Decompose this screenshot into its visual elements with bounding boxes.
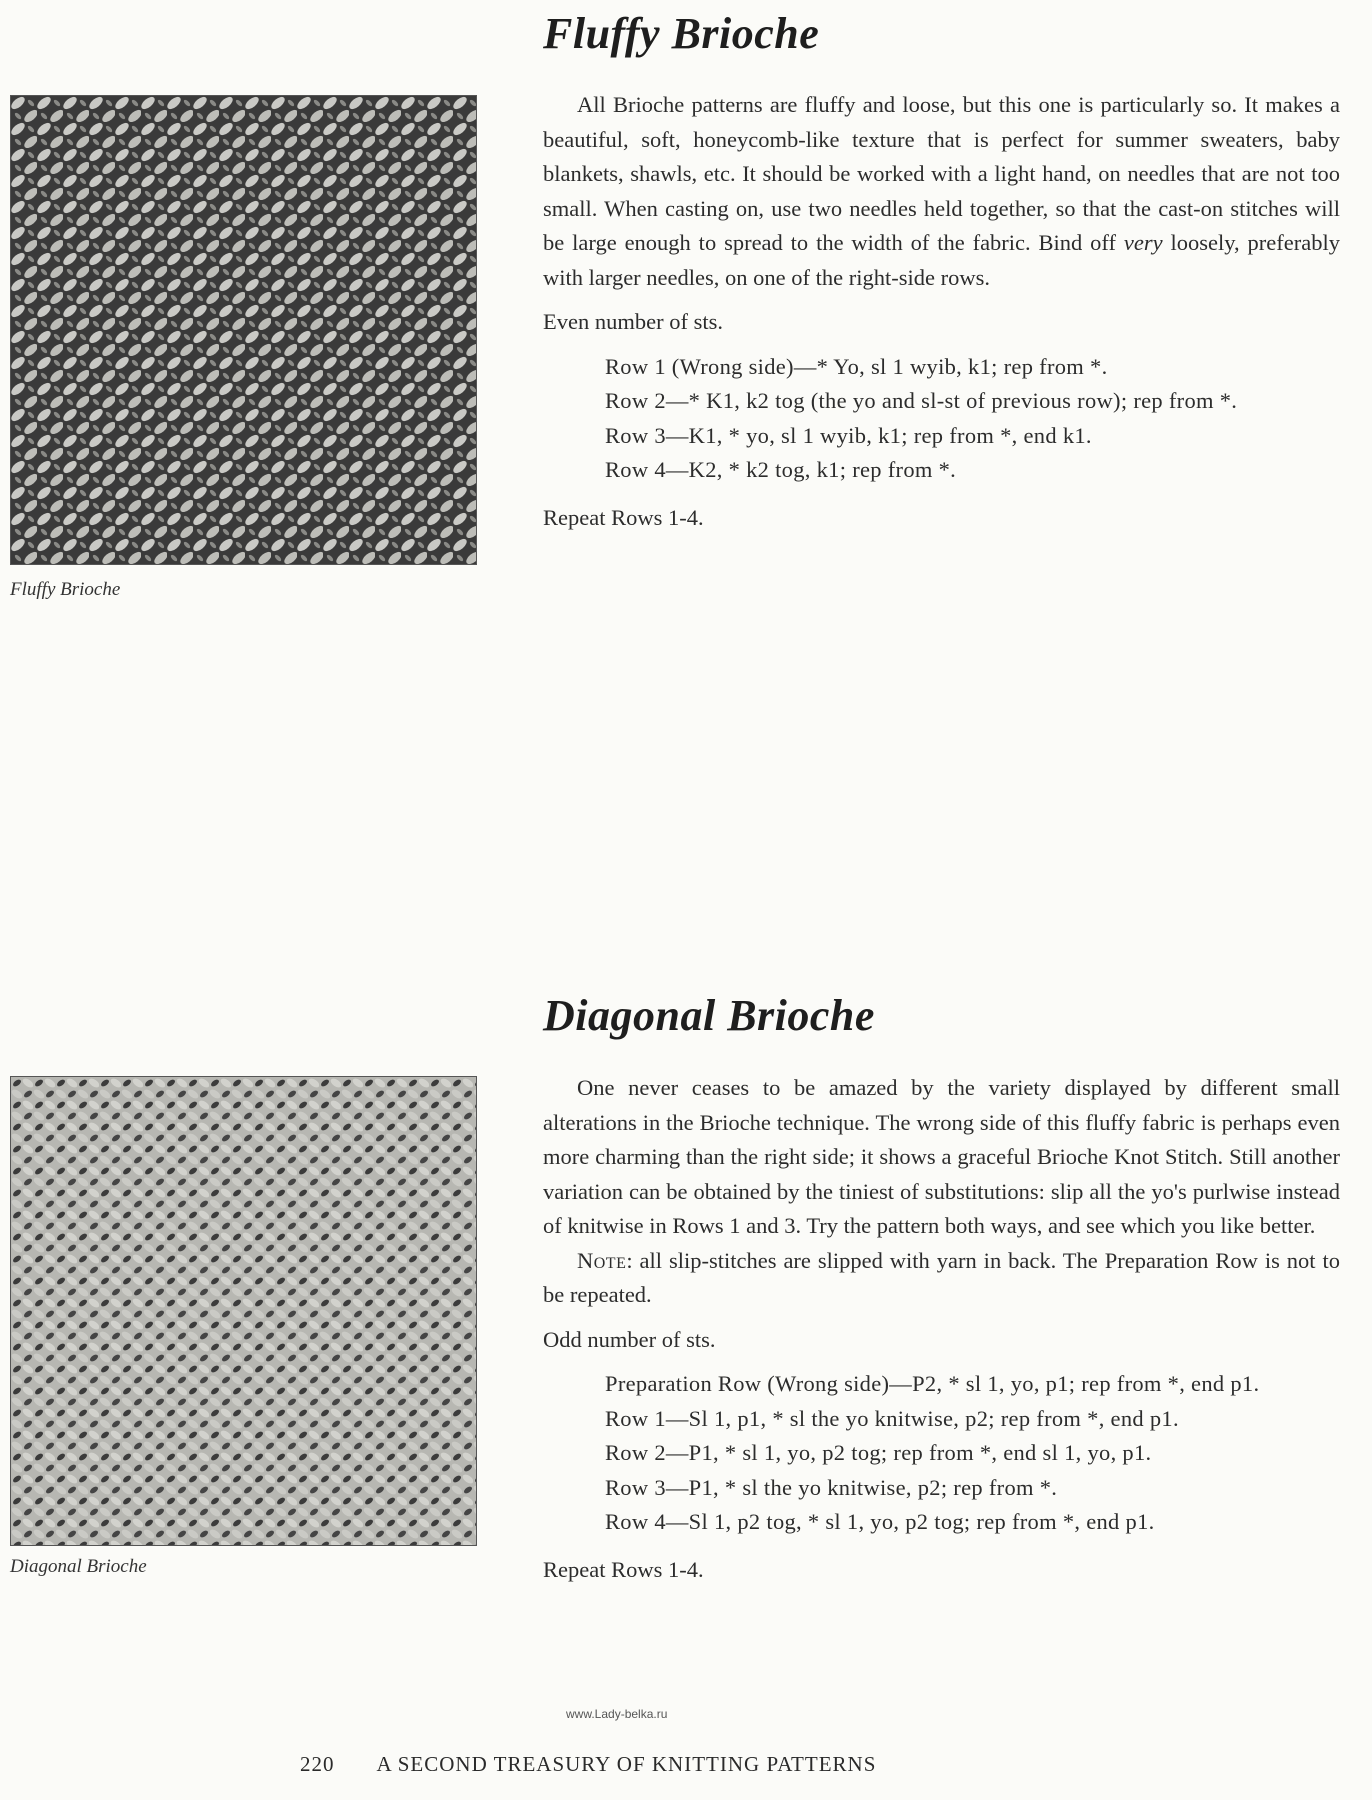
watermark-url: www.Lady-belka.ru (566, 1707, 668, 1721)
fluffy-brioche-text (543, 88, 1340, 535)
diagonal-brioche-intro: One never ceases to be amazed by the variety displayed by different small alterations in the Brioche technique. The wrong side of this fluffy fabric is perhaps even more charming than the right side; it shows a graceful Brioche Knot Stitch. Still another variation can be obtained by the tiniest of substitutions: slip all the yo's purlwise instead of knitwise in Rows 1 and 3. Try the pattern both ways, and see which you like better. (543, 1075, 1340, 1238)
instruction-row: Preparation Row (Wrong side)—P2, * sl 1, yo, p1; rep from *, end p1. (605, 1371, 1260, 1396)
knit-texture-image (11, 96, 476, 564)
instruction-row: Row 1—Sl 1, p1, * sl the yo knitwise, p2; rep from *, end p1. (605, 1405, 1179, 1431)
diagonal-brioche-text (543, 1071, 1340, 1587)
diagonal-brioche-repeat: Repeat Rows 1-4. (543, 1556, 704, 1582)
diagonal-brioche-note (543, 1244, 1340, 1313)
page-footer (300, 1752, 876, 1777)
instruction-row: Row 4—Sl 1, p2 tog, * sl 1, yo, p2 tog; rep from *, end p1. (605, 1509, 1155, 1534)
fluffy-brioche-swatch-photo (10, 95, 477, 565)
instruction-row: Row 3—P1, * sl the yo knitwise, p2; rep from *. (605, 1474, 1058, 1500)
fluffy-brioche-intro (543, 88, 1340, 295)
instruction-row: Row 4—K2, * k2 tog, k1; rep from *. (605, 457, 957, 482)
diagonal-brioche-stitch-count: Odd number of sts. (543, 1326, 716, 1352)
instruction-row: Row 3—K1, * yo, sl 1 wyib, k1; rep from *, end k1. (605, 422, 1092, 448)
intro-emphasis: very (1123, 230, 1163, 255)
intro-text-part: loosely, preferably with larger needles, on one of the right-side rows. (543, 230, 1340, 290)
note-label: Note (577, 1247, 627, 1273)
intro-text-part: All Brioche patterns are fluffy and loose, but this one is particularly so. It makes a beautiful, soft, honeycomb-like texture that is perfect for summer sweaters, baby blankets, shawls, etc. It should be worked with a light hand, on needles that are not too small. When casting on, use two needles held together, so that the cast-on stitches will be large enough to spread to the width of the fabric. Bind off (543, 92, 1340, 255)
fluffy-brioche-repeat: Repeat Rows 1-4. (543, 504, 704, 530)
diagonal-brioche-title: Diagonal Brioche (543, 991, 875, 1040)
fluffy-brioche-stitch-count: Even number of sts. (543, 309, 723, 334)
fluffy-brioche-caption: Fluffy Brioche (10, 579, 121, 600)
note-text: : all slip-stitches are slipped with yarn in back. The Preparation Row is not to be repeated. (543, 1247, 1340, 1307)
diagonal-brioche-swatch-photo (10, 1076, 477, 1546)
running-book-title: A SECOND TREASURY OF KNITTING PATTERNS (376, 1752, 877, 1776)
instruction-row: Row 2—P1, * sl 1, yo, p2 tog; rep from *, end sl 1, yo, p1. (605, 1440, 1152, 1465)
instruction-row: Row 2—* K1, k2 tog (the yo and sl-st of previous row); rep from *. (605, 388, 1238, 413)
fluffy-brioche-title: Fluffy Brioche (543, 9, 820, 58)
page-number: 220 (300, 1752, 335, 1776)
diagonal-brioche-caption: Diagonal Brioche (10, 1556, 147, 1577)
knit-texture-image (11, 1077, 476, 1545)
instruction-row: Row 1 (Wrong side)—* Yo, sl 1 wyib, k1; rep from *. (605, 353, 1108, 379)
